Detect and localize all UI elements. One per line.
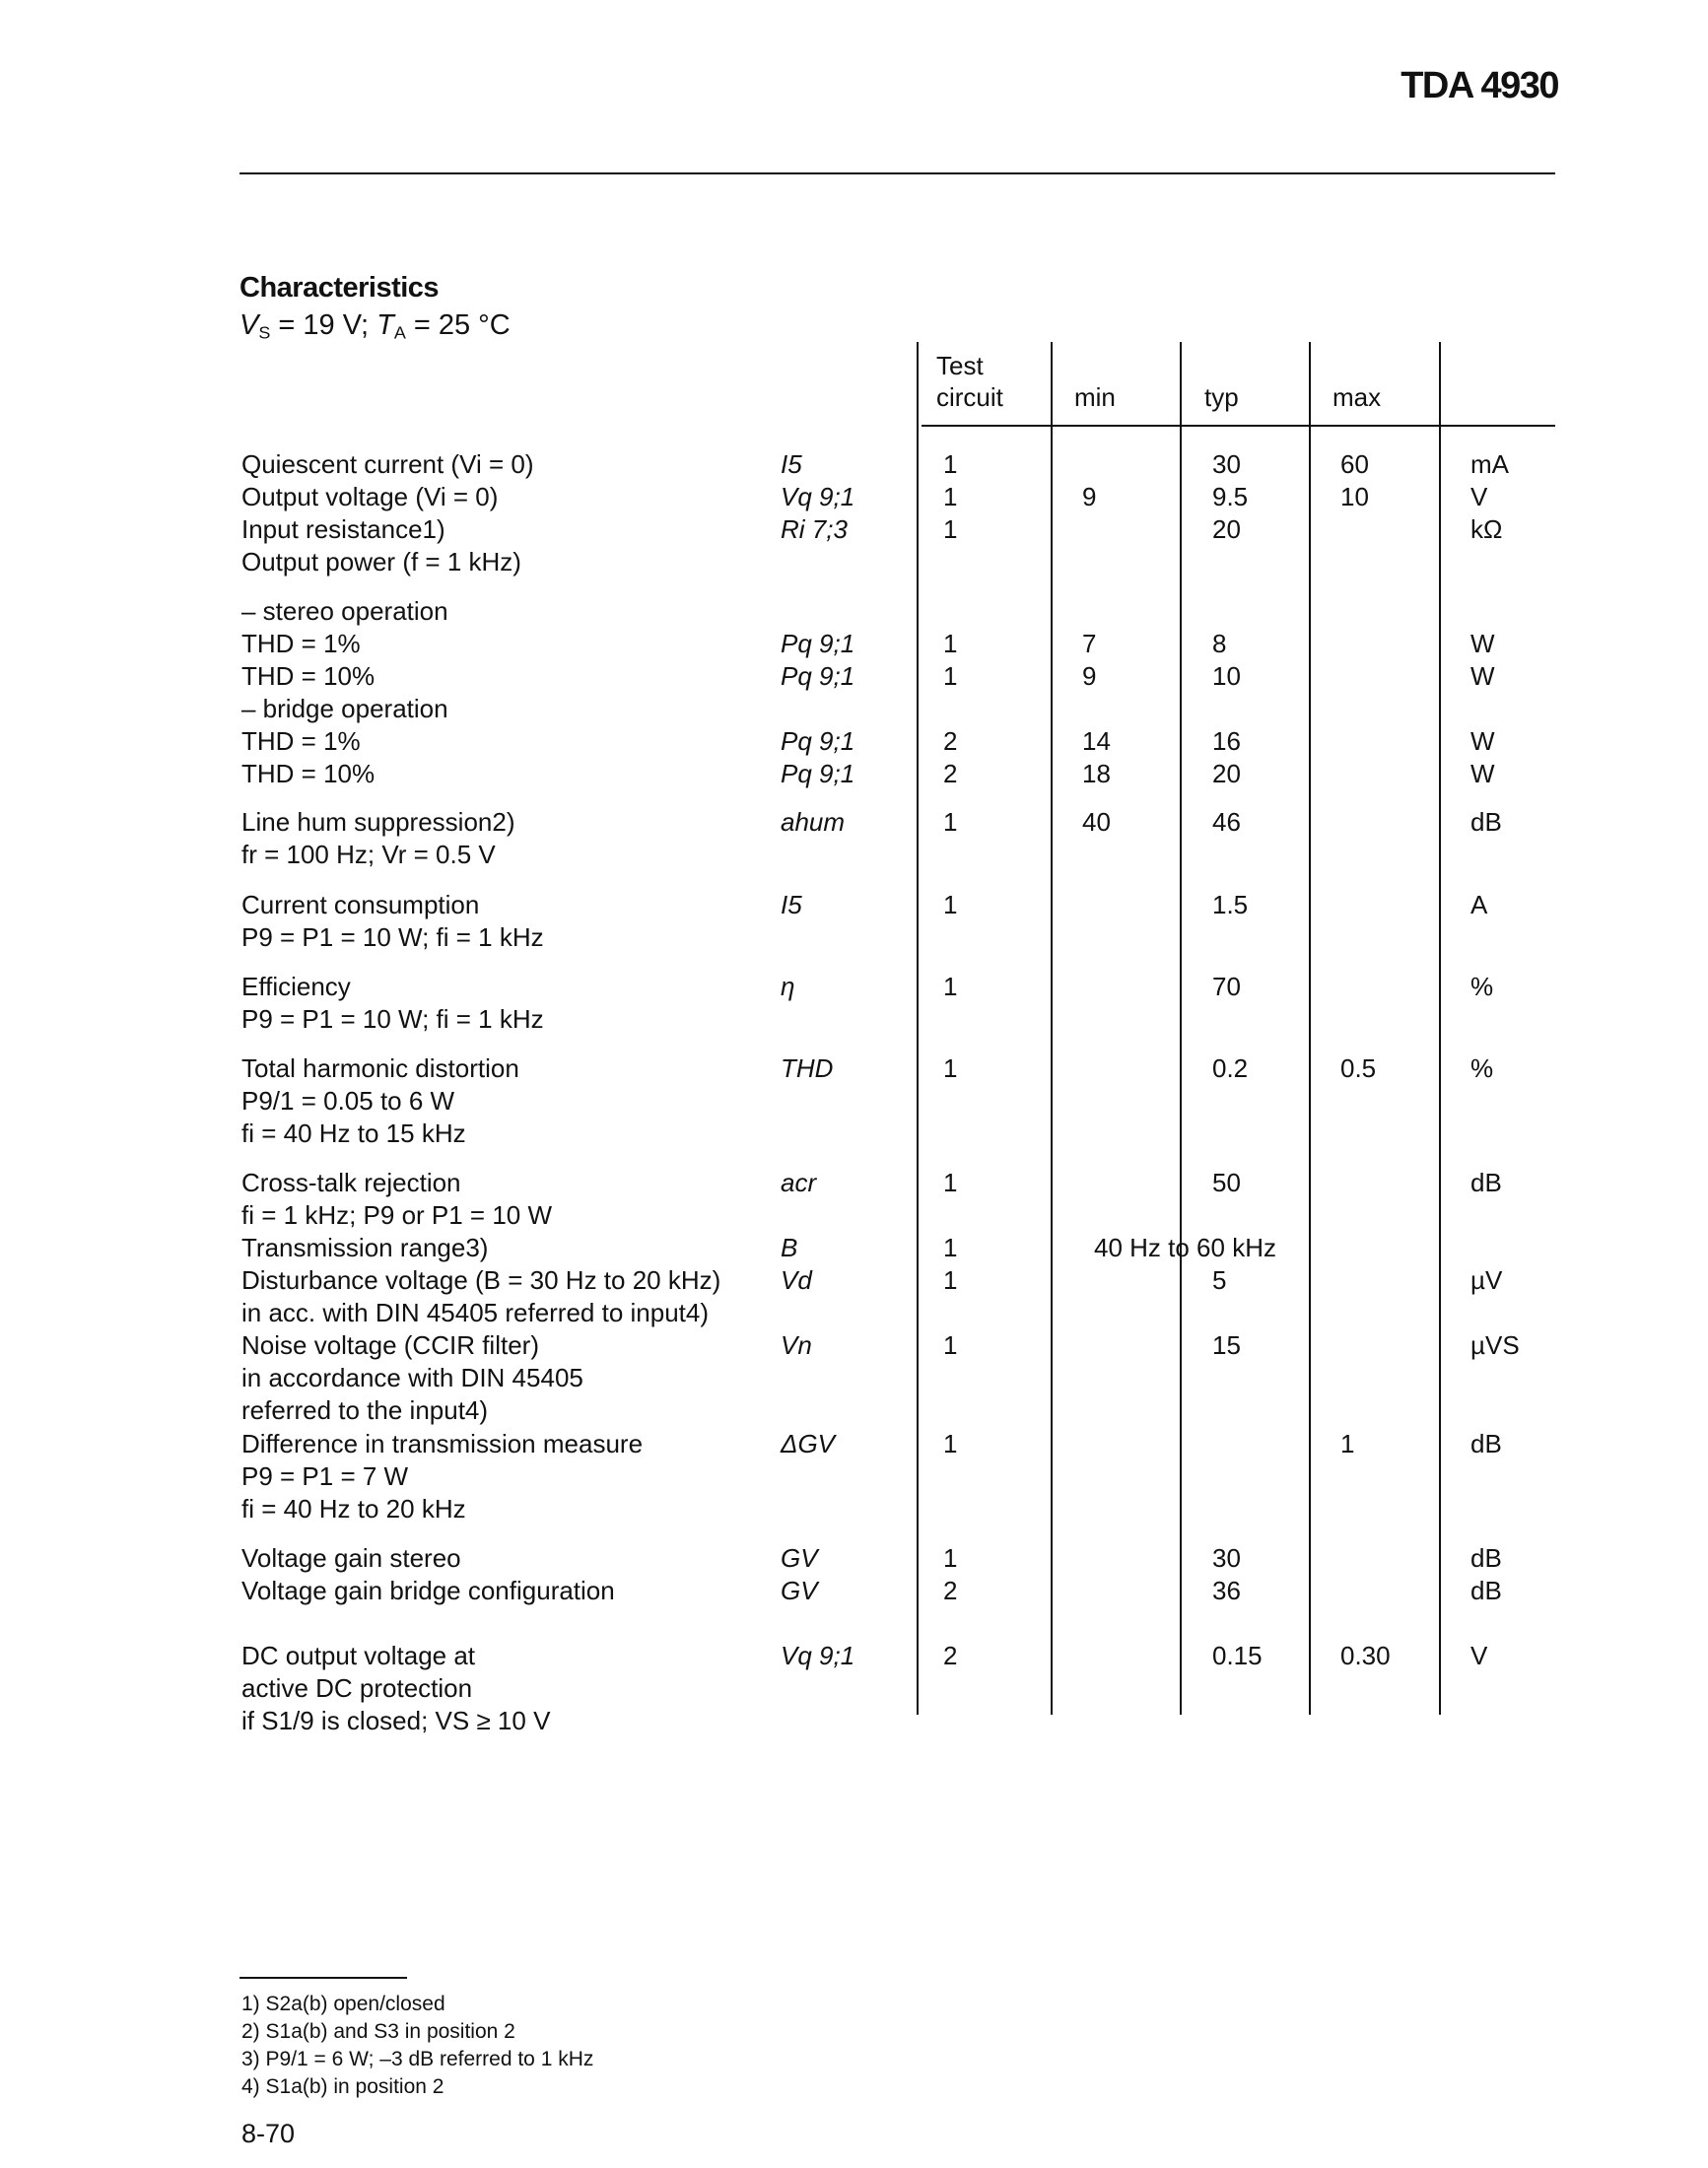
test-circuit-value: 1 <box>943 1168 958 1197</box>
max-value: 0.30 <box>1340 1641 1391 1670</box>
max-value: 10 <box>1340 482 1369 511</box>
parameter-name: Transmission range3) <box>241 1233 489 1262</box>
parameter-name: Line hum suppression2) fr = 100 Hz; Vr = 0.5 V <box>241 807 515 869</box>
test-circuit-value: 1 <box>943 482 958 511</box>
parameter-name: Input resistance1) <box>241 514 445 544</box>
typ-value: 70 <box>1212 972 1241 1001</box>
parameter-name: Disturbance voltage (B = 30 Hz to 20 kHz) in acc. with DIN 45405 referred to input4) <box>241 1265 721 1327</box>
symbol: η <box>781 972 795 1001</box>
symbol: Vq 9;1 <box>781 482 855 511</box>
symbol: Vn <box>781 1330 812 1360</box>
test-circuit-value: 1 <box>943 972 958 1001</box>
symbol: I5 <box>781 449 802 479</box>
symbol: ΔGV <box>781 1429 836 1458</box>
symbol: Vd <box>781 1265 812 1295</box>
symbol: I5 <box>781 890 802 919</box>
test-circuit-value: 1 <box>943 661 958 691</box>
header-rule <box>239 172 1555 174</box>
symbol: GV <box>781 1576 818 1605</box>
max-value: 0.5 <box>1340 1053 1377 1083</box>
test-circuit-value: 1 <box>943 890 958 919</box>
test-circuit-value: 1 <box>943 1330 958 1360</box>
max-value: 1 <box>1340 1429 1355 1458</box>
typ-value: 15 <box>1212 1330 1241 1360</box>
unit: dB <box>1470 1429 1502 1458</box>
unit: W <box>1470 661 1495 691</box>
unit: kΩ <box>1470 514 1503 544</box>
unit: A <box>1470 890 1488 919</box>
typ-value: 30 <box>1212 1543 1241 1573</box>
range-value: 40 Hz to 60 kHz <box>1094 1233 1276 1262</box>
typ-value: 0.15 <box>1212 1641 1263 1670</box>
max-value: 60 <box>1340 449 1369 479</box>
test-circuit-value: 1 <box>943 1543 958 1573</box>
unit: µV <box>1470 1265 1503 1295</box>
test-circuit-value: 1 <box>943 1233 958 1262</box>
min-value: 18 <box>1082 759 1111 788</box>
test-circuit-value: 1 <box>943 807 958 837</box>
typ-value: 20 <box>1212 514 1241 544</box>
parameter-name: THD = 10% <box>241 661 376 691</box>
test-circuit-value: 2 <box>943 1641 958 1670</box>
symbol: GV <box>781 1543 818 1573</box>
typ-value: 10 <box>1212 661 1241 691</box>
parameter-name: Noise voltage (CCIR filter) in accordance with DIN 45405 referred to the input4) <box>241 1330 583 1425</box>
typ-value: 16 <box>1212 726 1241 756</box>
unit: % <box>1470 972 1494 1001</box>
document-id: TDA 4930 <box>1401 65 1558 106</box>
symbol: Pq 9;1 <box>781 726 855 756</box>
test-circuit-value: 1 <box>943 629 958 658</box>
unit: µVS <box>1470 1330 1520 1360</box>
table-divider <box>1180 342 1182 1715</box>
parameter-name: Voltage gain bridge configuration <box>241 1576 615 1605</box>
unit: dB <box>1470 1168 1502 1197</box>
test-circuit-value: 2 <box>943 1576 958 1605</box>
header-min: min <box>1074 382 1116 412</box>
test-circuit-value: 1 <box>943 1053 958 1083</box>
min-value: 7 <box>1082 629 1097 658</box>
min-value: 14 <box>1082 726 1111 756</box>
unit: % <box>1470 1053 1494 1083</box>
parameter-name: Efficiency P9 = P1 = 10 W; fi = 1 kHz <box>241 972 544 1034</box>
typ-value: 8 <box>1212 629 1227 658</box>
typ-value: 5 <box>1212 1265 1227 1295</box>
header-typ: typ <box>1204 382 1239 412</box>
footnote: 3) P9/1 = 6 W; –3 dB referred to 1 kHz <box>241 2048 594 2070</box>
header-max: max <box>1332 382 1382 412</box>
unit: W <box>1470 726 1495 756</box>
symbol: ahum <box>781 807 846 837</box>
footnotes <box>241 1991 593 2101</box>
table-divider <box>1439 342 1441 1715</box>
unit: mA <box>1470 449 1509 479</box>
parameter-name: – bridge operation <box>241 694 448 723</box>
footnote: 4) S1a(b) in position 2 <box>241 2075 444 2098</box>
unit: V <box>1470 482 1488 511</box>
parameter-name: – stereo operation <box>241 596 448 626</box>
symbol: Ri 7;3 <box>781 514 848 544</box>
symbol: Pq 9;1 <box>781 759 855 788</box>
unit: W <box>1470 759 1495 788</box>
test-circuit-value: 1 <box>943 449 958 479</box>
parameter-name: Total harmonic distortion P9/1 = 0.05 to 6 W fi = 40 Hz to 15 kHz <box>241 1053 519 1148</box>
parameter-name: Quiescent current (Vi = 0) <box>241 449 534 479</box>
typ-value: 1.5 <box>1212 890 1249 919</box>
typ-value: 20 <box>1212 759 1241 788</box>
header-test-circuit: Test circuit <box>936 351 1003 412</box>
symbol: THD <box>781 1053 834 1083</box>
unit: dB <box>1470 807 1502 837</box>
test-circuit-value: 1 <box>943 514 958 544</box>
min-value: 40 <box>1082 807 1111 837</box>
parameter-name: Output power (f = 1 kHz) <box>241 547 521 576</box>
unit: dB <box>1470 1576 1502 1605</box>
parameter-name: THD = 1% <box>241 629 361 658</box>
symbol: B <box>781 1233 798 1262</box>
parameter-name: Difference in transmission measure P9 = P1 = 7 W fi = 40 Hz to 20 kHz <box>241 1429 644 1524</box>
symbol: acr <box>781 1168 817 1197</box>
parameter-name: Cross-talk rejection fi = 1 kHz; P9 or P1 = 10 W <box>241 1168 553 1230</box>
parameter-name: THD = 1% <box>241 726 361 756</box>
test-conditions: $V_S = 19$ V; $T_A = 25$ °C <box>239 309 511 343</box>
footnote-rule <box>239 1977 407 1979</box>
table-divider <box>1051 342 1053 1715</box>
typ-value: 50 <box>1212 1168 1241 1197</box>
parameter-name: THD = 10% <box>241 759 376 788</box>
section-title: Characteristics <box>239 272 440 304</box>
min-value: 9 <box>1082 661 1097 691</box>
table-header-rule <box>922 425 1555 427</box>
test-circuit-value: 1 <box>943 1429 958 1458</box>
typ-value: 30 <box>1212 449 1241 479</box>
symbol: Pq 9;1 <box>781 629 855 658</box>
footnote: 1) S2a(b) open/closed <box>241 1993 445 2015</box>
typ-value: 0.2 <box>1212 1053 1249 1083</box>
test-circuit-value: 2 <box>943 759 958 788</box>
unit: W <box>1470 629 1495 658</box>
footnote: 2) S1a(b) and S3 in position 2 <box>241 2020 515 2043</box>
test-circuit-value: 2 <box>943 726 958 756</box>
parameter-name: Voltage gain stereo <box>241 1543 461 1573</box>
typ-value: 46 <box>1212 807 1241 837</box>
table-divider <box>917 342 919 1715</box>
table-divider <box>1309 342 1311 1715</box>
parameter-name: Output voltage (Vi = 0) <box>241 482 499 511</box>
symbol: Vq 9;1 <box>781 1641 855 1670</box>
test-circuit-value: 1 <box>943 1265 958 1295</box>
unit: V <box>1470 1641 1488 1670</box>
parameter-name: DC output voltage at active DC protection if S1/9 is closed; VS ≥ 10 V <box>241 1641 551 1735</box>
parameter-name: Current consumption P9 = P1 = 10 W; fi = 1 kHz <box>241 890 544 952</box>
typ-value: 9.5 <box>1212 482 1249 511</box>
symbol: Pq 9;1 <box>781 661 855 691</box>
page-number: 8-70 <box>241 2119 296 2148</box>
typ-value: 36 <box>1212 1576 1241 1605</box>
min-value: 9 <box>1082 482 1097 511</box>
unit: dB <box>1470 1543 1502 1573</box>
